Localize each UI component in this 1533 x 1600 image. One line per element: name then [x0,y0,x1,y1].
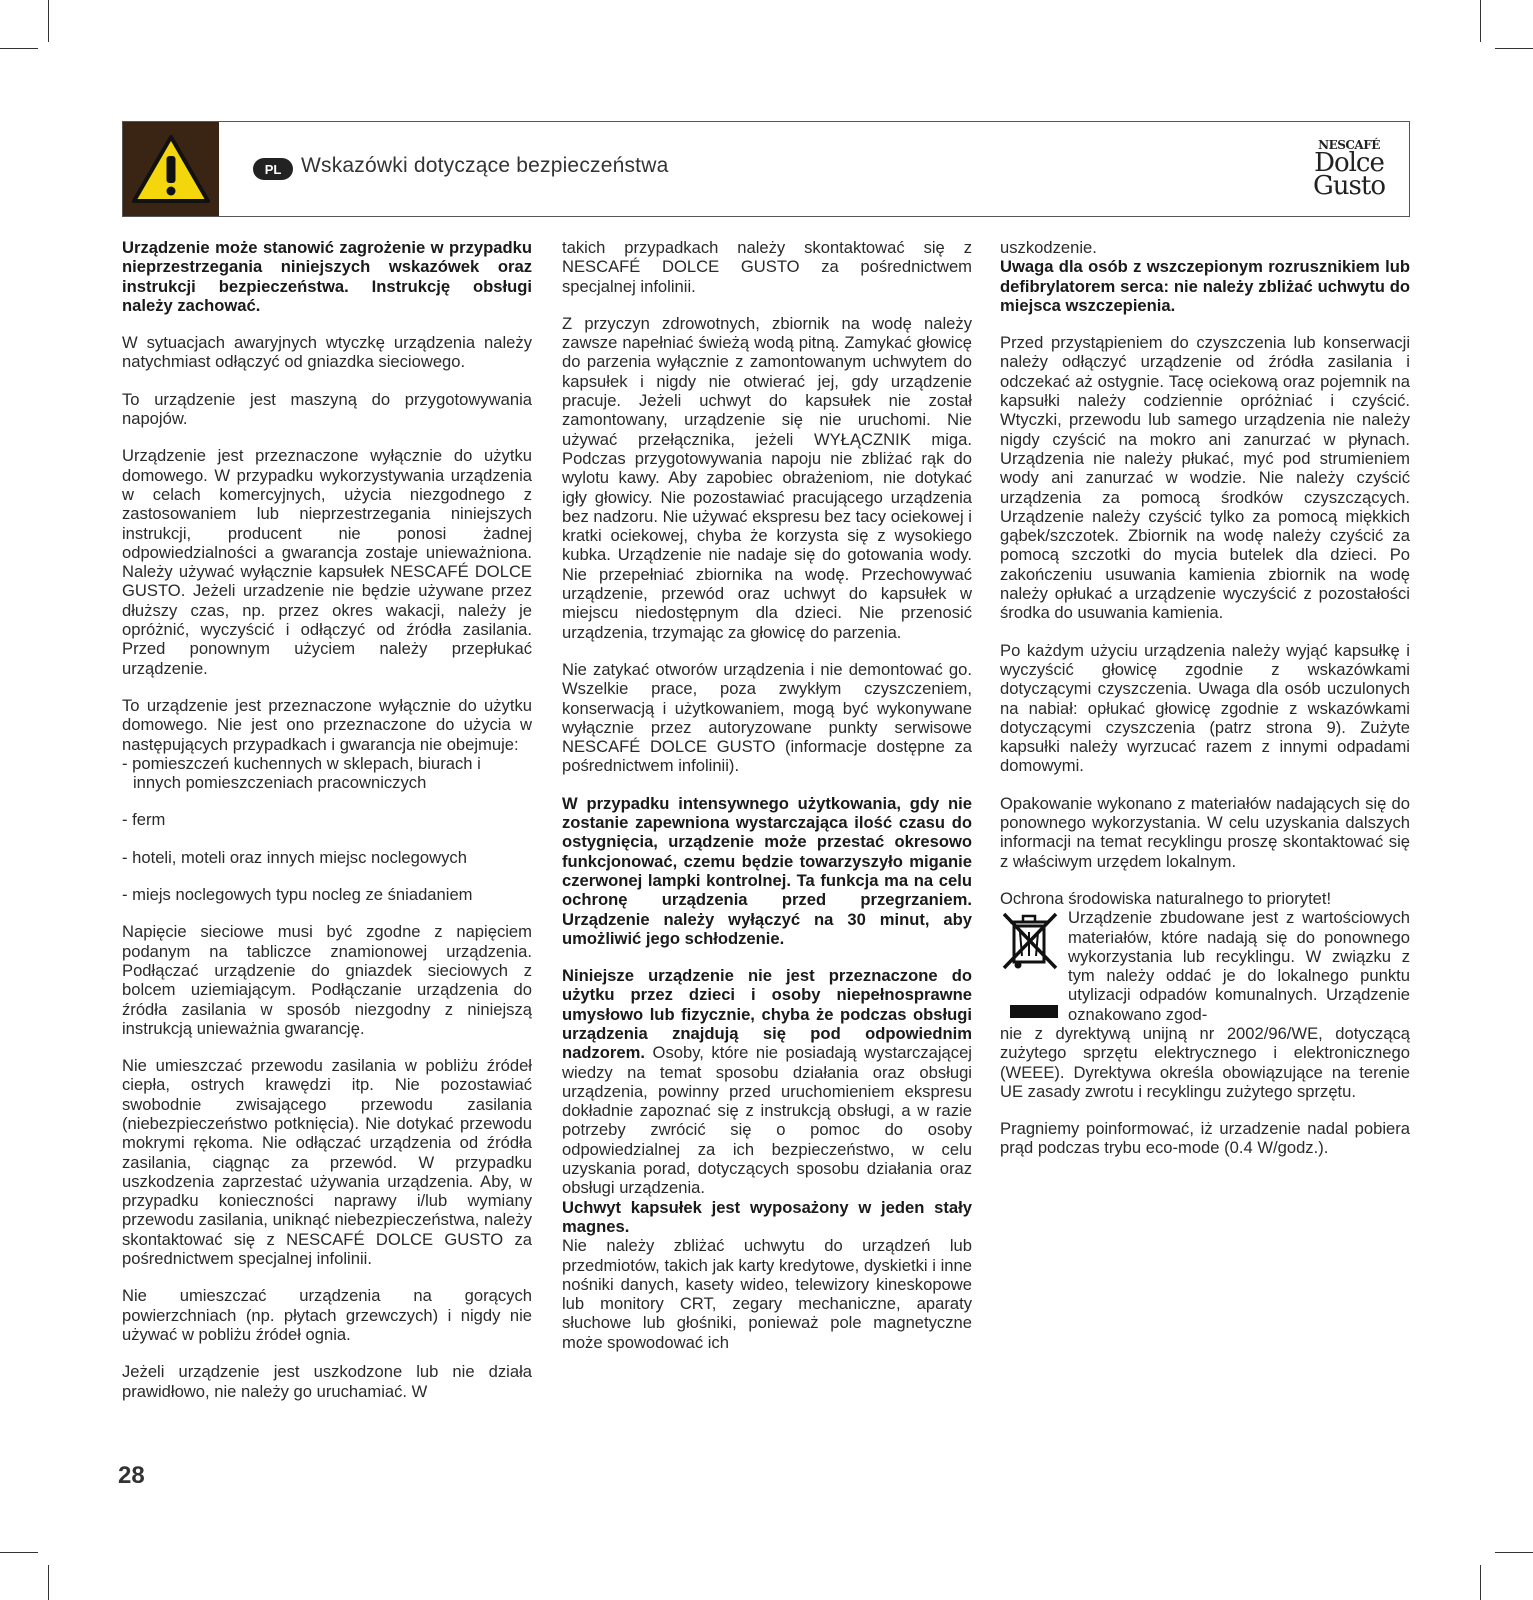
brand-logo [1311,138,1387,202]
paragraph-text: Osoby, które nie posiadają wystarczającej wiedzy na temat sposobu działania oraz obsługi urządzenia, powinny przed uruchomieniem ekspresu dokładnie zapoznać się z instrukcją obsługi, a w razie potrzeby zwrócić się o pomoc do osoby odpowiedzialnej za ich bezpieczeństwo, w celu uzyskania porad, dotyczących sposobu działania oraz obsługi urządzenia. [562,1043,972,1198]
text-column-3 [1000,238,1410,1176]
crop-mark [1495,48,1533,49]
paragraph: nie z dyrektywą unijną nr 2002/96/WE, dotyczącą zużytego sprzętu elektrycznego i elektronicznego (WEEE). Dyrektywa określa obowiązujące na terenie UE zasady zwrotu i recyklingu zużytego sprzętu. [1000,1023,1410,1101]
paragraph: Po każdym użyciu urządzenia należy wyjąć kapsułkę i wyczyścić głowicę zgodnie z wskazówkami dotyczącymi czyszczenia. Uwaga dla osób uczulonych na nabiał: opłukać głowicę zgodnie z wskazówkami dotyczącymi czyszczenia (patrz strona 9). Zużyte kapsułki należy wyrzucać razem z innymi odpadami domowymi. [1000,640,1410,776]
paragraph: Nie zatykać otworów urządzenia i nie demontować go. Wszelkie prace, poza zwykłym czyszczeniem, konserwacją i użytkowaniem, mogą być wykonywane wyłącznie przez autoryzowane punkty serwisowe NESCAFÉ DOLCE GUSTO (informacje dostępne za pośrednictwem infolinii). [562,659,972,776]
overheating-notice: W przypadku intensywnego użytkowania, gdy nie zostanie zapewniona wystarczająca ilość czasu do ostygnięcia, urządzenie może przestać okresowo funkcjonować, czemu będzie towarzyszyło miganie czerwonej lampki kontrolnej. Ta funkcja ma na celu ochronę urządzenia przed przegrzaniem. Urządzenie należy wyłączyć na 30 minut, aby umożliwić jego schłodzenie. [562,793,972,948]
paragraph: Pragniemy poinformować, iż urzadzenie nadal pobiera prąd podczas trybu eco-mode (0.4 W/godz.). [1000,1119,1410,1158]
warning-triangle-icon [132,134,210,204]
crop-mark [1495,1552,1533,1553]
paragraph: Ochrona środowiska naturalnego to priorytet! [1000,888,1332,908]
crossed-out-wheelie-bin-icon [1000,910,1060,972]
paragraph: Urządzenie jest przeznaczone wyłącznie do użytku domowego. W przypadku wykorzystywania urządzenia w celach komercyjnych, użycia niezgodnego z zastosowaniem lub nieprzestrzegania niniejszych instrukcji, producent nie ponosi żadnej odpowiedzialności a gwarancja zostaje unieważniona. Należy używać wyłącznie kapsułek NESCAFÉ DOLCE GUSTO. Jeżeli urzadzenie nie będzie używane przez dłuższy czas, np. przez okres wakacji, należy je opróżnić, wyczyścić i odłączyć od źródła zasilania. Przed ponownym użyciem należy przepłukać urządzenie. [122,446,532,678]
paragraph: Nie należy zbliżać uchwytu do urządzeń lub przedmiotów, takich jak karty kredytowe, dyskietki i inne nośniki danych, kasety wideo, telewizory kineskopowe lub monitory CRT, zegary mechaniczne, aparaty słuchowe lub głośniki, ponieważ pole magnetyczne może spowodować ich [562,1236,972,1352]
paragraph: takich przypadkach należy skontaktować się z NESCAFÉ DOLCE GUSTO za pośrednictwem specjalnej infolinii. [562,238,972,296]
logo-brand: NESCAFÉ [1318,138,1380,152]
paragraph: Opakowanie wykonano z materiałów nadających się do ponownego wykorzystania. W celu uzyskania dalszych informacji na temat recyklingu proszę skontaktować się z właściwym urzędem lokalnym. [1000,793,1410,871]
weee-block [1000,908,1410,1024]
page-number: 28 [118,1462,145,1489]
warning-panel [123,122,219,216]
logo-line2: Gusto [1313,171,1385,201]
magnet-notice: Uchwyt kapsułek jest wyposażony w jeden stały magnes. [562,1197,972,1236]
paragraph: Z przyczyn zdrowotnych, zbiornik na wodę należy zawsze napełniać świeżą wodą pitną. Zamykać głowicę do parzenia wyłącznie z zamontowanym uchwytem do kapsułek i nigdy nie otwierać jej, gdy urządzenie pracuje. Jeżeli uchwyt do kapsułek nie został zamontowany, urządzenie się nie uruchomi. Nie używać przełącznika, jeżeli WYŁĄCZNIK miga. Podczas przygotowywania napoju nie zbliżać rąk do wylotu kawy. Aby zapobiec obrażeniom, nie dotykać igły głowicy. Nie pozostawiać pracującego urządzenia bez nadzoru. Nie używać ekspresu bez tacy ociekowej i kratki ociekowej, chyba że korzysta się z wysokiego kubka. Urządzenie nie nadaje się do gotowania wody. Nie przepełniać zbiornika na wodę. Przechowywać urządzenie, przewód oraz uchwyt do kapsułek w miejscu niedostępnym dla dzieci. Nie przenosić urządzenia, trzymając za głowicę do parzenia. [562,313,972,642]
weee-bar [1010,1005,1058,1018]
page-header [122,121,1410,217]
paragraph: To urządzenie jest przeznaczone wyłącznie do użytku domowego. Nie jest ono przeznaczone do użycia w następujących przypadkach i gwarancja nie obejmuje: [122,695,532,754]
text-column-1 [122,238,532,1419]
crop-mark [1480,1565,1481,1600]
crop-mark [48,1565,49,1600]
paragraph: Napięcie sieciowe musi być zgodne z napięciem podanym na tabliczce znamionowej urządzenia. Podłączać urządzenie do gniazdek sieciowych z bolcem uziemiającym. Podłączanie urządzenia do źródła zasilania w sposób niezgodny z niniejszą instrukcją unieważnia gwarancję. [122,922,532,1038]
language-badge: PL [253,158,293,180]
page-title: Wskazówki dotyczące bezpieczeństwa [301,154,669,177]
paragraph: Nie umieszczać przewodu zasilania w pobliżu źródeł ciepła, ostrych krawędzi itp. Nie pozostawiać swobodnie zwisającego przewodu zasilania (niebezpieczeństwo potknięcia). Nie dotykać przewodu mokrymi rękoma. Nie odłączać urządzenia od źródła zasilania, ciągnąc za przewód. W przypadku uszkodzenia zaprzestać używania urządzenia. Aby, w przypadku konieczności naprawy i/lub wymiany przewodu zasilania, uniknąć niebezpieczeństwa, należy skontaktować się z NESCAFÉ DOLCE GUSTO za pośrednictwem specjalnej infolinii. [122,1056,532,1269]
bold-text: Niniejsze urządzenie nie jest przeznaczone do użytku przez dzieci i osoby niepełnosprawne umysłowo lub fizycznie, chyba że podczas obsługi urządzenia znajdują się pod odpowiednim nadzorem. [562,966,972,1063]
weee-symbol [1000,908,1068,1024]
list-item: - pomieszczeń kuchennych w sklepach, biurach i innych pomieszczeniach pracowniczych [122,753,481,793]
crop-mark [1480,0,1481,42]
crop-mark [0,1552,38,1553]
list-item: - miejs noclegowych typu nocleg ze śniadaniem [122,885,473,905]
warning-intro: Urządzenie może stanowić zagrożenie w przypadku nieprzestrzegania niniejszych wskazówek oraz instrukcji bezpieczeństwa. Instrukcję obsługi należy zachować. [122,238,532,315]
paragraph: Jeżeli urządzenie jest uszkodzone lub nie działa prawidłowo, nie należy go uruchamiać. W [122,1362,532,1401]
exclusion-list [122,754,532,904]
list-item: - hoteli, moteli oraz innych miejsc noclegowych [122,847,467,867]
crop-mark [0,48,38,49]
paragraph: Nie umieszczać urządzenia na gorących powierzchniach (np. płytach grzewczych) i nigdy nie używać w pobliżu źródeł ognia. [122,1286,532,1344]
paragraph: W sytuacjach awaryjnych wtyczkę urządzenia należy natychmiast odłączyć od gniazdka sieciowego. [122,333,532,372]
paragraph [562,966,972,1198]
pacemaker-notice: Uwaga dla osób z wszczepionym rozrusznikiem lub defibrylatorem serca: nie należy zbliżać uchwytu do miejsca wszczepienia. [1000,257,1410,315]
text-column-2 [562,238,972,1370]
paragraph: To urządzenie jest maszyną do przygotowywania napojów. [122,389,532,429]
paragraph: Przed przystąpieniem do czyszczenia lub konserwacji należy odłączyć urządzenie od źródła zasilania i odczekać aż ostygnie. Tacę ociekową oraz pojemnik na kapsułki należy codziennie opróżniać i czyścić. Wtyczki, przewodu lub samego urządzenia nie należy nigdy czyścić na mokro ani zanurzać w płynach. Urządzenia nie należy płukać, myć pod strumieniem wody ani zanurzać w wodzie. Nie należy czyścić urządzenia za pomocą środków czyszczących. Urządzenie należy czyścić tylko za pomocą miękkich gąbek/szczotek. Zbiornik na wodę należy czyścić za pomocą szczotki do mycia butelek dla dzieci. Po zakończeniu usuwania kamienia zbiornik na wodę należy opłukać a urządzenie wyczyścić z pozostałości środka do usuwania kamienia. [1000,333,1410,623]
crop-mark [48,0,49,42]
logo-line1: Dolce [1314,148,1384,178]
paragraph: uszkodzenie. [1000,238,1097,257]
paragraph: Urządzenie zbudowane jest z wartościowych materiałów, które nadają się do ponownego wykorzystania lub recyklingu. W związku z tym należy oddać je do lokalnego punktu utylizacji odpadów komunalnych. Urządzenie oznakowano zgod- [1068,908,1410,1024]
list-item: - ferm [122,810,166,830]
